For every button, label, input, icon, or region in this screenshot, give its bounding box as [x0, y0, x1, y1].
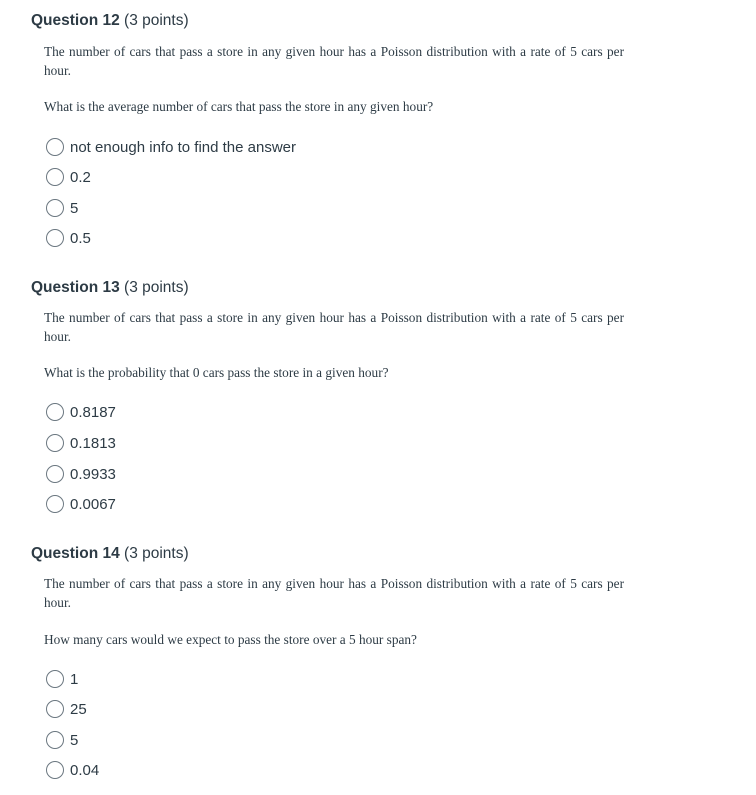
- answer-option[interactable]: [46, 759, 99, 781]
- question-title: [31, 545, 189, 563]
- question-number: Question 13: [31, 279, 120, 296]
- question-stem: The number of cars that pass a store in any given hour has a Poisson distribution with a rate of 5 cars per hour.: [44, 310, 624, 344]
- answer-label: 0.04: [70, 761, 100, 779]
- answer-label: 25: [70, 700, 87, 718]
- answer-label: 0.9933: [70, 465, 116, 483]
- radio-button[interactable]: [46, 700, 64, 718]
- answer-option[interactable]: [46, 463, 116, 485]
- answer-option[interactable]: [46, 698, 87, 720]
- answer-option[interactable]: [46, 401, 116, 423]
- answer-option[interactable]: [46, 227, 91, 249]
- answer-option[interactable]: [46, 729, 78, 751]
- radio-button[interactable]: [46, 465, 64, 483]
- radio-button[interactable]: [46, 731, 64, 749]
- answer-label: 5: [70, 731, 79, 749]
- question-points: (3 points): [124, 545, 189, 562]
- question-points: (3 points): [124, 279, 189, 296]
- radio-button[interactable]: [46, 434, 64, 452]
- radio-button[interactable]: [46, 229, 64, 247]
- answer-option[interactable]: [46, 432, 116, 454]
- answer-label: 0.5: [70, 229, 91, 247]
- question-points: (3 points): [124, 12, 189, 29]
- question-number: Question 12: [31, 12, 120, 29]
- radio-button[interactable]: [46, 761, 64, 779]
- answer-option[interactable]: [46, 136, 296, 158]
- answer-label: 0.1813: [70, 434, 116, 452]
- radio-button[interactable]: [46, 670, 64, 688]
- question-stem: The number of cars that pass a store in any given hour has a Poisson distribution with a rate of 5 cars per hour.: [44, 576, 624, 610]
- question-title: [31, 12, 189, 30]
- radio-button[interactable]: [46, 199, 64, 217]
- radio-button[interactable]: [46, 138, 64, 156]
- question-prompt: How many cars would we expect to pass the store over a 5 hour span?: [44, 632, 417, 647]
- answer-label: 1: [70, 670, 79, 688]
- radio-button[interactable]: [46, 495, 64, 513]
- answer-option[interactable]: [46, 197, 78, 219]
- question-title: [31, 279, 189, 297]
- radio-button[interactable]: [46, 403, 64, 421]
- answer-label: 0.8187: [70, 403, 116, 421]
- question-prompt: What is the probability that 0 cars pass the store in a given hour?: [44, 365, 389, 380]
- answer-option[interactable]: [46, 493, 116, 515]
- answer-label: not enough info to find the answer: [70, 138, 296, 156]
- answer-label: 5: [70, 199, 79, 217]
- question-number: Question 14: [31, 545, 120, 562]
- question-stem: The number of cars that pass a store in any given hour has a Poisson distribution with a rate of 5 cars per hour.: [44, 44, 624, 78]
- answer-option[interactable]: [46, 668, 78, 690]
- answer-option[interactable]: [46, 166, 91, 188]
- question-prompt: What is the average number of cars that pass the store in any given hour?: [44, 99, 434, 114]
- answer-label: 0.0067: [70, 495, 116, 513]
- answer-label: 0.2: [70, 168, 91, 186]
- radio-button[interactable]: [46, 168, 64, 186]
